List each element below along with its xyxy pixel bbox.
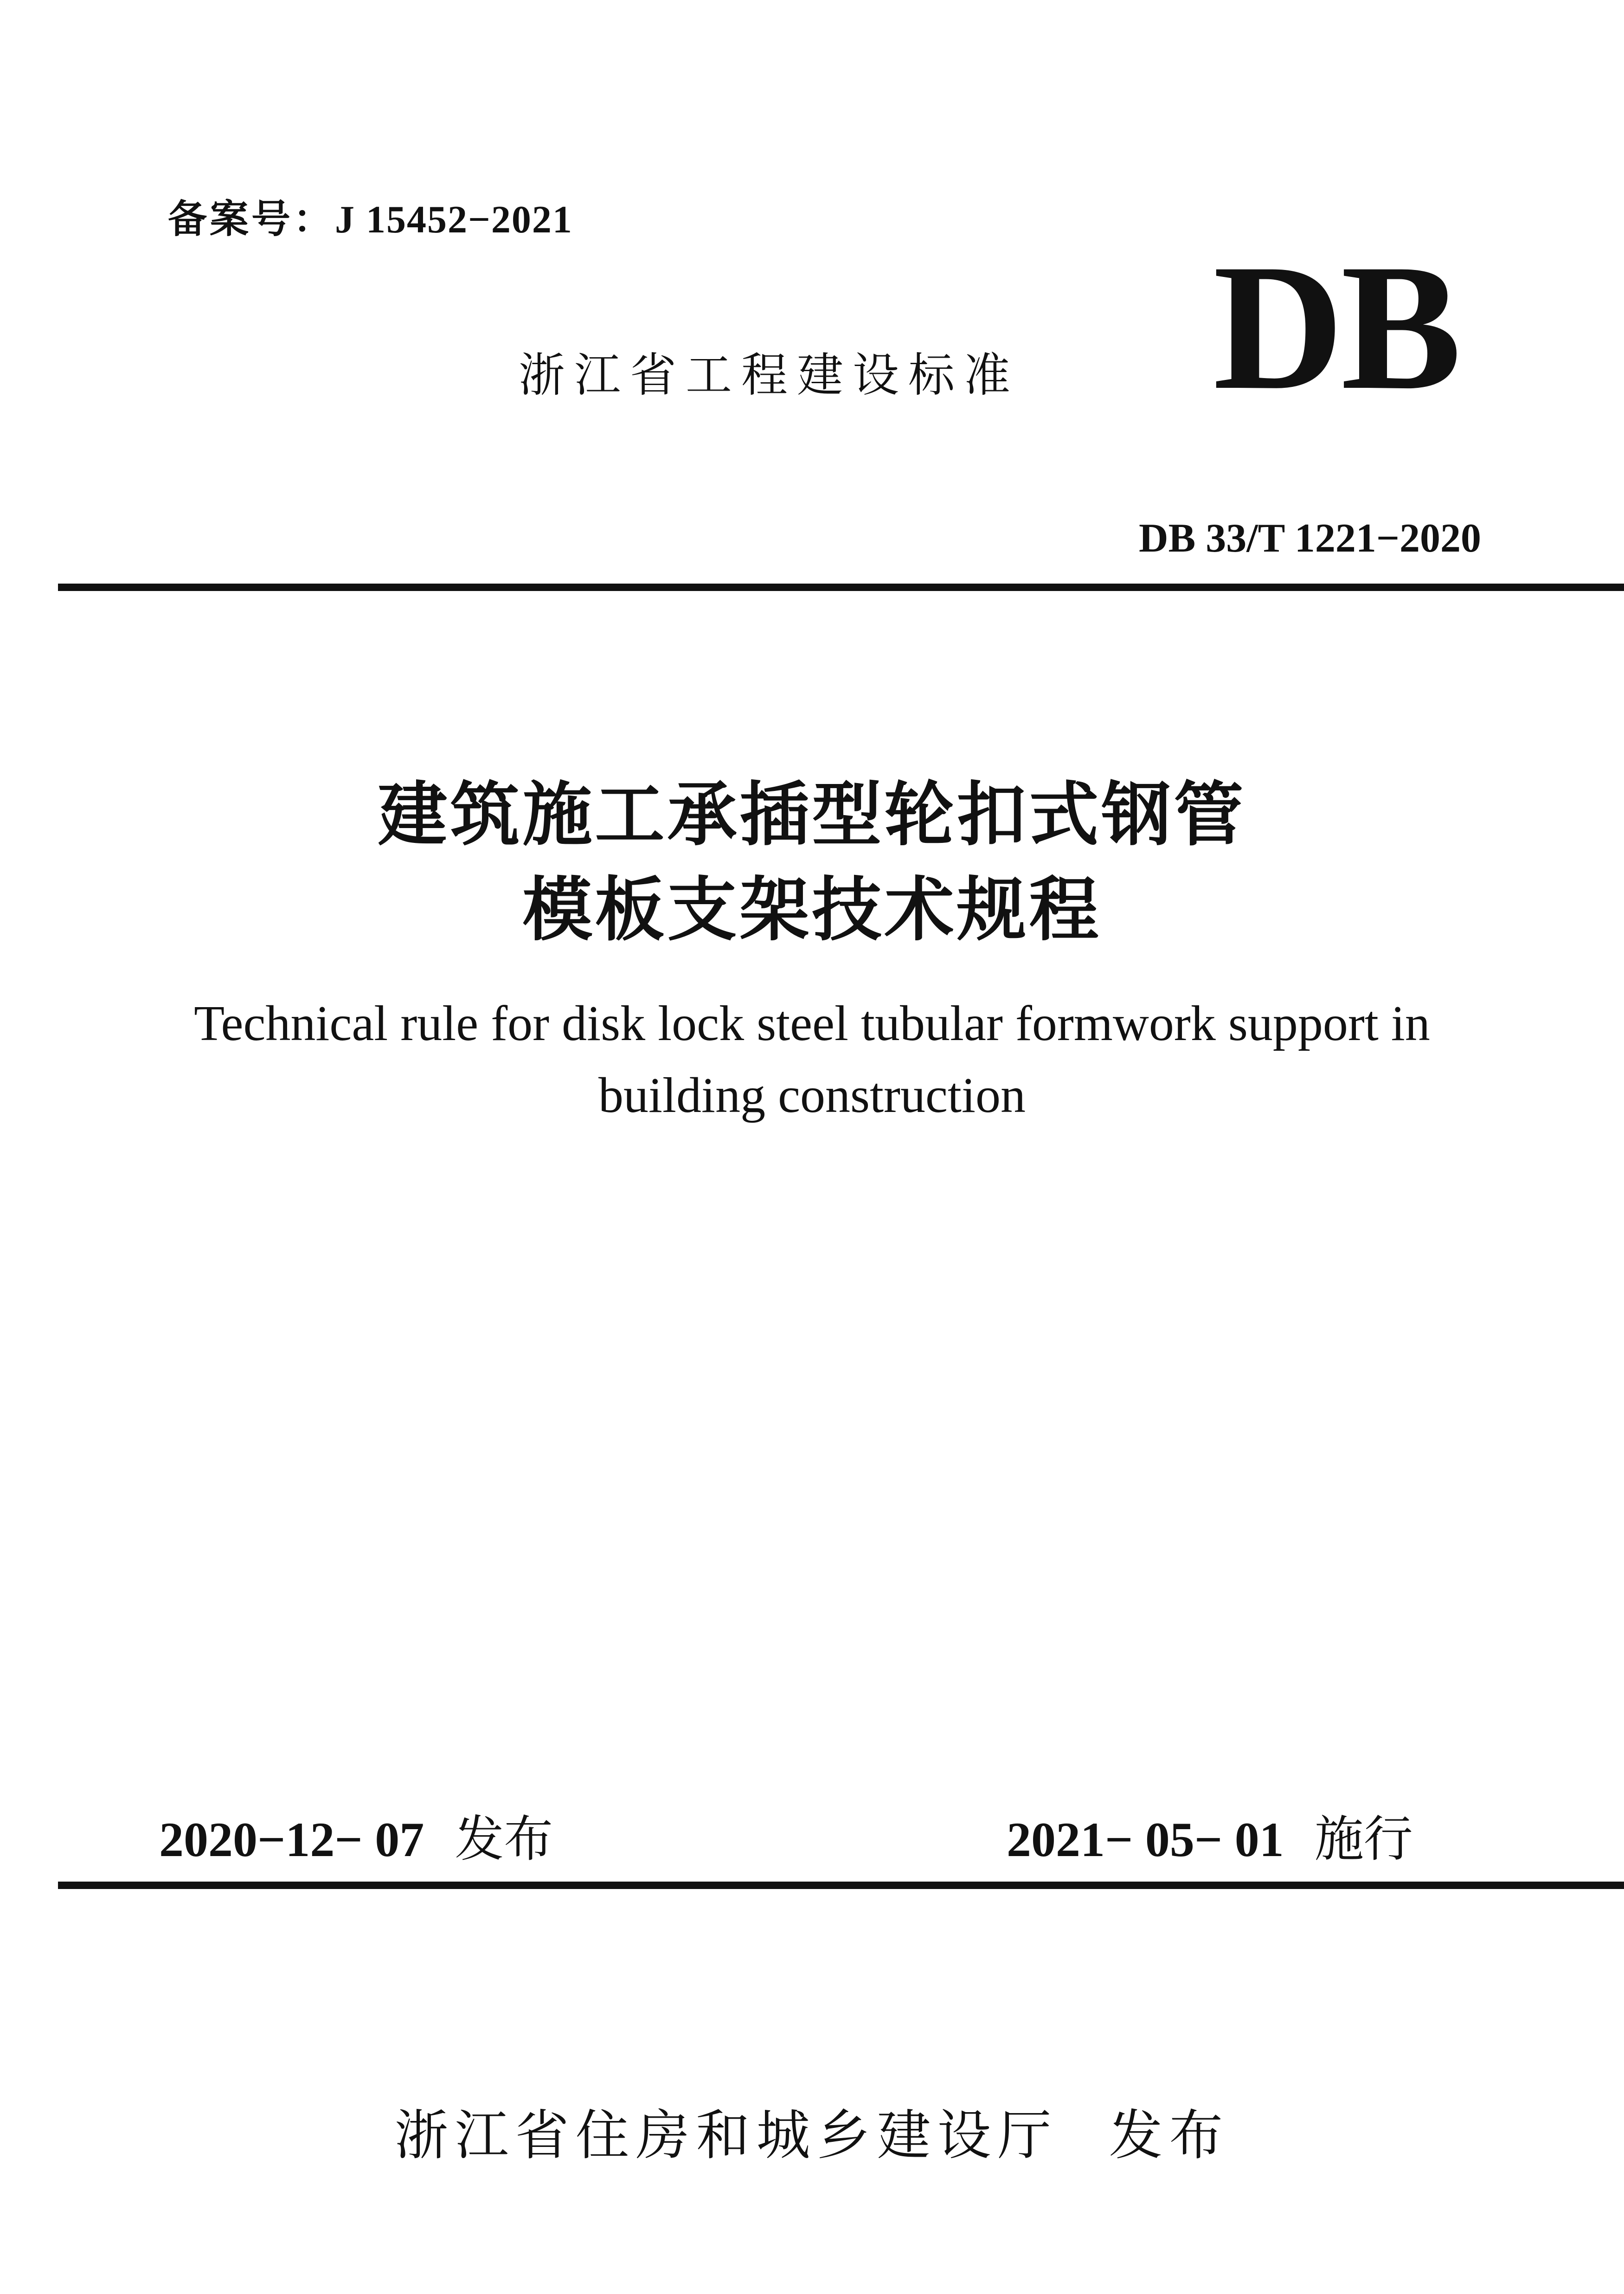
filing-number	[168, 188, 573, 244]
standard-category: 浙江省工程建设标准	[519, 348, 1020, 402]
bottom-divider	[58, 1882, 1624, 1889]
filing-value: J 15452−2021	[335, 198, 573, 241]
db-logo: DB	[1213, 227, 1459, 427]
publisher-name: 浙江省住房和城乡建设厅	[394, 2104, 1058, 2167]
chinese-title-line-2: 模板支架技术规程	[522, 869, 1102, 951]
standard-code: DB 33/T 1221−2020	[1139, 516, 1481, 561]
issue-date	[159, 1800, 553, 1870]
effective-date	[1007, 1800, 1413, 1870]
effective-date-value: 2021− 05− 01	[1007, 1812, 1284, 1867]
chinese-title-line-1: 建筑施工承插型轮扣式钢管	[378, 774, 1246, 855]
publisher	[0, 2092, 1624, 2170]
issue-label: 发布	[455, 1811, 553, 1868]
publisher-action: 发布	[1109, 2104, 1230, 2167]
issue-date-value: 2020−12− 07	[159, 1812, 424, 1867]
english-title-line-2: building construction	[598, 1068, 1026, 1123]
filing-label: 备案号：	[168, 196, 335, 242]
english-title-line-1: Technical rule for disk lock steel tubular formwork support in	[194, 996, 1430, 1051]
effective-label: 施行	[1314, 1811, 1413, 1868]
top-divider	[58, 584, 1624, 591]
